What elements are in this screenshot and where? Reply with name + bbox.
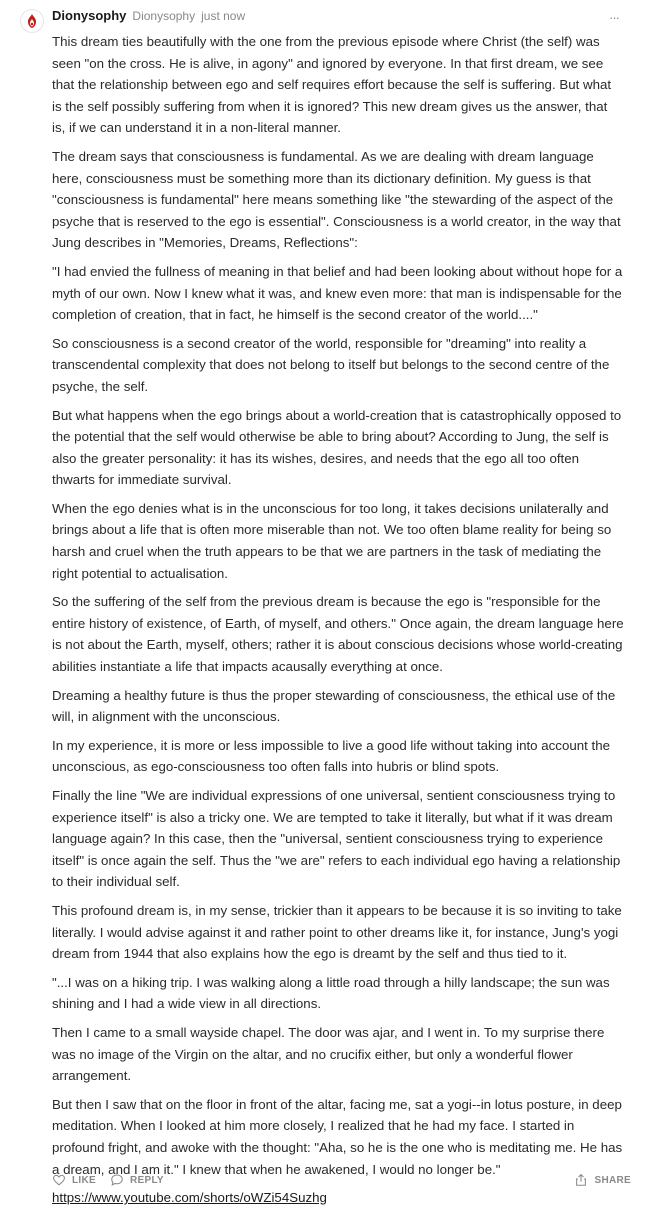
youtube-link[interactable]: https://www.youtube.com/shorts/oWZi54Suzhg: [52, 1190, 327, 1206]
reply-button[interactable]: [110, 1173, 164, 1187]
timestamp: just now: [201, 9, 246, 23]
heart-icon: [52, 1173, 66, 1187]
share-label: SHARE: [594, 1174, 631, 1186]
like-label: LIKE: [72, 1174, 96, 1186]
comment-header: [52, 8, 245, 28]
speech-bubble-icon: [110, 1173, 124, 1187]
comment-paragraph: Dreaming a healthy future is thus the proper stewarding of consciousness, the ethical use of the will, in alignment with the unconscious.: [52, 687, 616, 725]
red-flame-logo-icon: [24, 13, 40, 29]
comment-paragraph: This profound dream is, in my sense, trickier than it appears to be because it is so inviting to take literally. I would advise against it and rather point to other dreams like it, for instance, Jung's yogi dream from 1944 that also explains how the ego is dreamt by the self and thus tied to it.: [52, 902, 622, 962]
comment-body: [52, 31, 624, 1216]
username[interactable]: Dionysophy: [52, 8, 127, 23]
quote-paragraph: But then I saw that on the floor in front of the altar, facing me, sat a yogi--in lotus posture, in deep meditation. When I looked at him more closely, I realized that he had my face. I started in profound fright, and awoke with the thought: "Aha, so he is the one who is meditating me. He has a dream, and I am it." I knew that when he awakened, I would no longer be.": [52, 1096, 623, 1177]
share-upload-icon: [574, 1173, 588, 1187]
like-button[interactable]: [52, 1173, 96, 1187]
more-dots-icon: ···: [609, 9, 619, 25]
comment-paragraph: So the suffering of the self from the previous dream is because the ego is "responsible for the entire history of existence, of Earth, of myself, and others." Once again, the dream language here is not about the Earth, myself, others; rather it is about conscious decisions whose world-creating abilities instantiate a life that impacts acausally everything at once.: [52, 594, 624, 675]
comment-paragraph: Finally the line "We are individual expressions of one universal, sentient consciousness trying to experience itself" is also a tricky one. We are tempted to take it literally, but what if it was dream language again? In this case, then the "universal, sentient consciousness trying to experience itself" is once again the self. Thus the "we are" refers to each individual ego having a relationship to their individual self.: [52, 788, 621, 890]
comment-paragraph: This dream ties beautifully with the one from the previous episode where Christ (the self) was seen "on the cross. He is alive, in agony" and ignored by everyone. In that first dream, we see that the relationship between ego and self requires effort because the self is suffering. But what is the self possibly suffering from when it is ignored? This new dream gives us the answer, that is, if we can understand it in a non-literal manner.: [52, 34, 612, 136]
share-button[interactable]: [574, 1173, 631, 1187]
comment-paragraph: In my experience, it is more or less impossible to live a good life without taking into account the unconscious, as ego-consciousness too often falls into hubris or blind spots.: [52, 737, 611, 775]
comment-actions: [52, 1171, 631, 1189]
more-options-button[interactable]: [607, 9, 621, 25]
quote-paragraph: "I had envied the fullness of meaning in that belief and had been looking about without hope for a myth of our own. Now I knew what it was, and knew even more: that man is indispensable for the completion of creation, that in fact, he himself is the second creator of the world....": [52, 263, 623, 323]
comment-paragraph: When the ego denies what is in the unconscious for too long, it takes decisions unilaterally and brings about a life that is often more miserable than not. We too often blame reality for being so harsh and cruel when the truth appears to be that we are partners in the task of mediating the right potential to actualisation.: [52, 500, 612, 581]
quote-paragraph: "...I was on a hiking trip. I was walking along a little road through a hilly landscape; the sun was shining and I had a wide view in all directions.: [52, 974, 610, 1012]
avatar[interactable]: [20, 9, 44, 33]
comment-paragraph: The dream says that consciousness is fundamental. As we are dealing with dream language here, consciousness must be something more than its dictionary definition. My guess is that "consciousness is fundamental" here means something like "the stewarding of the aspect of the psyche that is reserved to the ego is essential". Consciousness is a world creator, in the way that Jung describes in "Memories, Dreams, Reflections":: [52, 148, 621, 251]
reply-label: REPLY: [129, 1174, 164, 1186]
user-handle[interactable]: Dionysophy: [132, 9, 196, 23]
quote-paragraph: Then I came to a small wayside chapel. The door was ajar, and I went in. To my surprise there was no image of the Virgin on the altar, and no crucifix either, but only a wonderful flower arrangement.: [52, 1024, 605, 1084]
comment-paragraph: So consciousness is a second creator of the world, responsible for "dreaming" into reality a transcendental complexity that does not belong to itself but belongs to the second centre of the psyche, the self.: [52, 335, 610, 394]
comment-paragraph: But what happens when the ego brings about a world-creation that is catastrophically opposed to the potential that the self would otherwise be able to bring about? According to Jung, the self is also the greater personality: it has its wishes, desires, and needs that the ego all too often thwarts for immediate survival.: [52, 407, 622, 488]
